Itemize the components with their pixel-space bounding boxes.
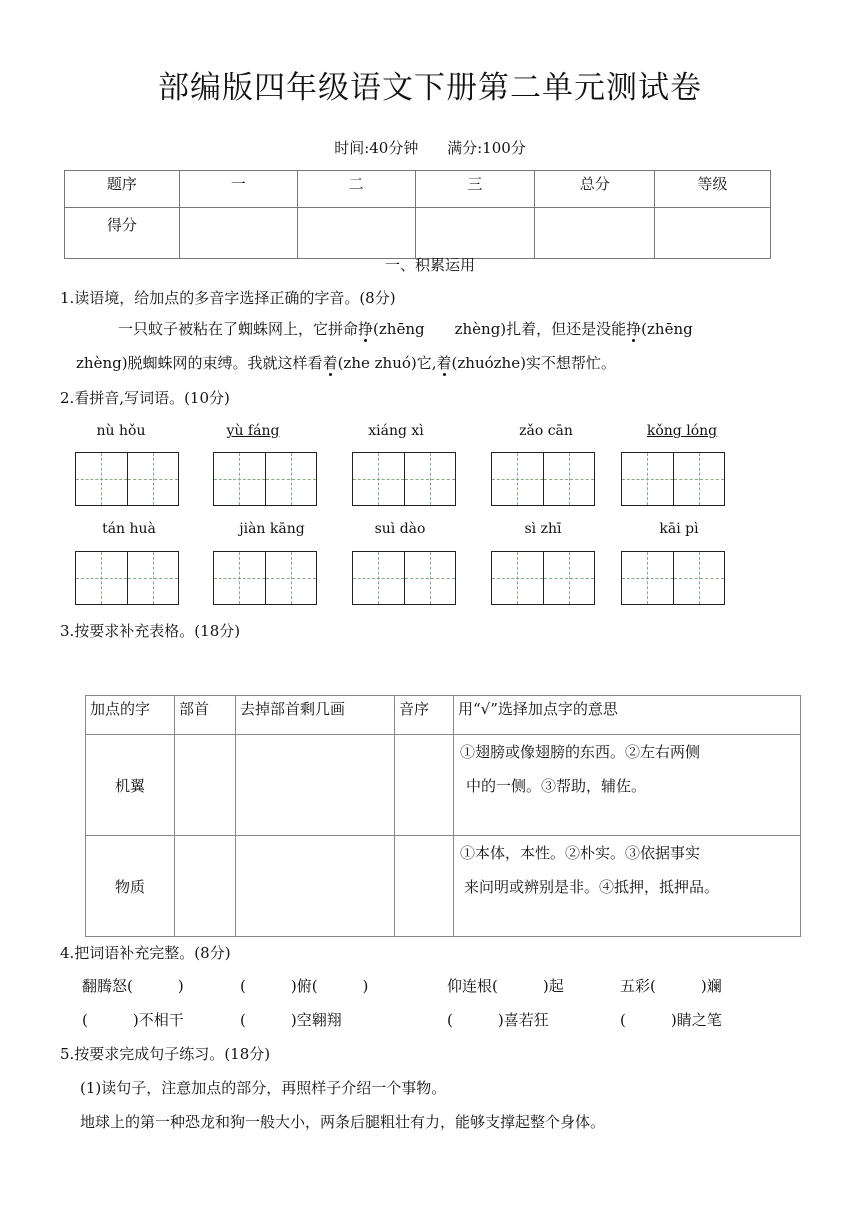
table-word: 物质 [86,836,175,937]
q1-line2: zhèng)脱蜘蛛网的束缚。我就这样看着(zhe zhuó)它,着(zhuózhe)实不想帮忙。 [76,354,616,372]
meaning-cell[interactable]: ①本体，本性。②朴实。③依据事实 来问明或辨别是非。④抵押，抵押品。 [454,836,801,937]
fill-blank-item[interactable]: ( )睛之笔 [620,1011,722,1029]
q5-title: 5.按要求完成句子练习。(18分) [60,1045,271,1063]
writing-grid[interactable] [75,452,179,506]
fill-blank-item[interactable]: ( )空翱翔 [240,1011,342,1029]
score-header: 等级 [655,171,771,208]
score-cell[interactable] [415,208,535,259]
section-heading: 一、积累运用 [384,256,475,274]
writing-grid[interactable] [213,452,317,506]
pinyin-label: sì zhī [524,521,562,537]
q1-title: 1.读语境，给加点的多音字选择正确的字音。(8分) [60,289,396,307]
fill-blank-item[interactable]: 五彩( )斓 [620,977,722,995]
fill-blank-item[interactable]: 翻腾怒( ) [82,977,184,995]
pinyin-label: zǎo cān [519,423,573,439]
pinyin-label: nù hǒu [96,423,146,439]
meaning-cell[interactable]: ①翅膀或像翅膀的东西。②左右两侧 中的一侧。③帮助，辅佐。 [454,735,801,836]
dotted-char: 挣 [626,320,642,338]
fill-blank-item[interactable]: ( )不相干 [82,1011,184,1029]
score-header: 一 [179,171,297,208]
full-score: 满分:100分 [447,139,526,157]
score-row-label: 得分 [65,208,180,259]
table-header: 音序 [395,696,454,735]
table-header: 去掉部首剩几画 [236,696,395,735]
pinyin-label: xiáng xì [368,423,424,439]
char-table [85,695,801,937]
pinyin-label: kāi pì [659,521,699,537]
answer-cell[interactable] [395,836,454,937]
fill-blank-item[interactable]: ( )俯( ) [240,977,369,995]
answer-cell[interactable] [236,735,395,836]
pinyin-label: kǒng lóng [646,423,718,439]
q5-sentence: 地球上的第一种恐龙和狗一般大小，两条后腿粗壮有力，能够支撑起整个身体。 [80,1113,606,1131]
score-cell[interactable] [655,208,771,259]
score-cell[interactable] [297,208,415,259]
q5-sub1: (1)读句子，注意加点的部分，再照样子介绍一个事物。 [80,1079,447,1097]
writing-grid[interactable] [75,551,179,605]
fill-blank-item[interactable]: ( )喜若狂 [447,1011,549,1029]
writing-grid[interactable] [491,551,595,605]
score-header: 总分 [535,171,655,208]
table-row [86,735,801,836]
writing-grid[interactable] [491,452,595,506]
q2-title: 2.看拼音,写词语。(10分) [60,389,230,407]
fill-blank-item[interactable]: 仰连根( )起 [447,977,564,995]
writing-grid[interactable] [621,452,725,506]
score-header: 题序 [65,171,180,208]
answer-cell[interactable] [175,836,236,937]
table-header: 用“√”选择加点字的意思 [454,696,801,735]
page-title: 部编版四年级语文下册第二单元测试卷 [158,70,702,106]
table-header: 加点的字 [86,696,175,735]
answer-cell[interactable] [236,836,395,937]
writing-grid[interactable] [621,551,725,605]
pinyin-label: yù fáng [226,423,280,439]
score-cell[interactable] [179,208,297,259]
table-word: 机翼 [86,735,175,836]
q1-line1: 一只蚊子被粘在了蜘蛛网上，它拼命挣(zhēng zhèng)扎着，但还是没能挣(zhēng [118,320,693,338]
answer-cell[interactable] [395,735,454,836]
pinyin-label: jiàn kāng [239,521,305,537]
table-header: 部首 [175,696,236,735]
writing-grid[interactable] [352,551,456,605]
dotted-char: 挣 [358,320,374,338]
pinyin-label: tán huà [102,521,156,537]
answer-cell[interactable] [175,735,236,836]
score-header: 三 [415,171,535,208]
q3-title: 3.按要求补充表格。(18分) [60,622,241,640]
time-limit: 时间:40分钟 [334,139,419,157]
writing-grid[interactable] [352,452,456,506]
pinyin-label: suì dào [374,521,426,537]
dotted-char: 着 [436,354,452,372]
score-table [64,170,771,259]
score-header: 二 [297,171,415,208]
writing-grid[interactable] [213,551,317,605]
dotted-char: 着 [322,354,338,372]
q4-title: 4.把词语补充完整。(8分) [60,944,231,962]
exam-meta [0,137,860,158]
table-row [86,836,801,937]
score-cell[interactable] [535,208,655,259]
